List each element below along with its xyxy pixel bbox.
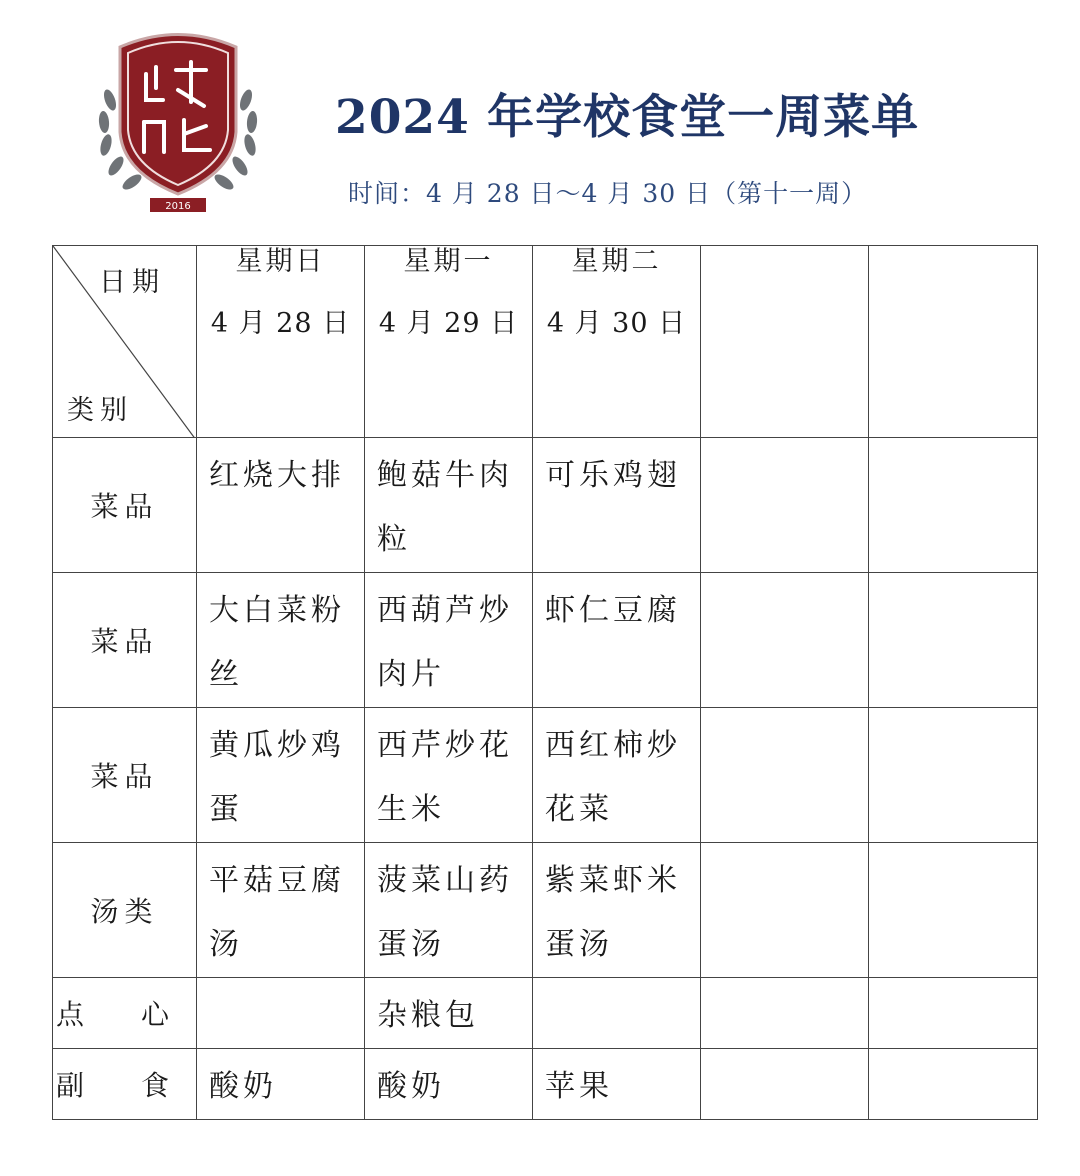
dish-cell (869, 438, 1038, 573)
school-logo (88, 22, 268, 212)
table-row (53, 1049, 1038, 1120)
category-cell: 点 心 (53, 978, 197, 1049)
dish-cell (701, 573, 869, 708)
day-header (869, 246, 1038, 438)
date-label: 4 月 29 日 (378, 308, 519, 339)
dish-cell: 鲍菇牛肉粒 (365, 438, 533, 573)
corner-cell (53, 246, 197, 438)
dish-cell: 菠菜山药蛋汤 (365, 843, 533, 978)
category-cell: 菜品 (53, 708, 197, 843)
dish-cell: 黄瓜炒鸡蛋 (197, 708, 365, 843)
dish-cell (701, 978, 869, 1049)
category-cell: 菜品 (53, 573, 197, 708)
dish-cell (869, 1049, 1038, 1120)
table-row (53, 573, 1038, 708)
dish-cell (869, 843, 1038, 978)
dish-cell (701, 708, 869, 843)
dish-cell: 红烧大排 (197, 438, 365, 573)
day-header (701, 246, 869, 438)
menu-table (52, 245, 1038, 1120)
table-row (53, 978, 1038, 1049)
weekday-label: 星期二 (571, 246, 662, 277)
corner-category-label: 类别 (67, 395, 133, 426)
date-label: 4 月 28 日 (210, 308, 351, 339)
dish-cell (869, 708, 1038, 843)
dish-cell (869, 573, 1038, 708)
category-cell: 菜品 (53, 438, 197, 573)
dish-cell: 杂粮包 (365, 978, 533, 1049)
dish-cell (701, 843, 869, 978)
dish-cell: 虾仁豆腐 (533, 573, 701, 708)
dish-cell: 西葫芦炒肉片 (365, 573, 533, 708)
dish-cell: 西红柿炒花菜 (533, 708, 701, 843)
header-row (53, 246, 1038, 438)
table-row (53, 438, 1038, 573)
category-cell: 汤类 (53, 843, 197, 978)
dish-cell: 紫菜虾米蛋汤 (533, 843, 701, 978)
day-header (365, 246, 533, 438)
dish-cell (533, 978, 701, 1049)
dish-cell (701, 1049, 869, 1120)
dish-cell: 大白菜粉丝 (197, 573, 365, 708)
dish-cell: 酸奶 (197, 1049, 365, 1120)
dish-cell (701, 438, 869, 573)
dish-cell: 酸奶 (365, 1049, 533, 1120)
page-title: 2024 年学校食堂一周菜单 (335, 90, 920, 145)
dish-cell: 苹果 (533, 1049, 701, 1120)
dish-cell: 平菇豆腐汤 (197, 843, 365, 978)
day-header (533, 246, 701, 438)
corner-date-label: 日期 (99, 267, 165, 298)
dish-cell (197, 978, 365, 1049)
table-row (53, 708, 1038, 843)
page-subtitle: 时间：4 月 28 日～4 月 30 日（第十一周） (348, 179, 868, 208)
weekday-label: 星期日 (235, 246, 326, 277)
dish-cell: 可乐鸡翅 (533, 438, 701, 573)
date-label: 4 月 30 日 (546, 308, 687, 339)
logo-year: 2016 (165, 201, 191, 212)
dish-cell: 西芹炒花生米 (365, 708, 533, 843)
category-cell: 副 食 (53, 1049, 197, 1120)
table-row (53, 843, 1038, 978)
shield-icon (120, 35, 236, 195)
day-header (197, 246, 365, 438)
weekday-label: 星期一 (403, 246, 494, 277)
dish-cell (869, 978, 1038, 1049)
